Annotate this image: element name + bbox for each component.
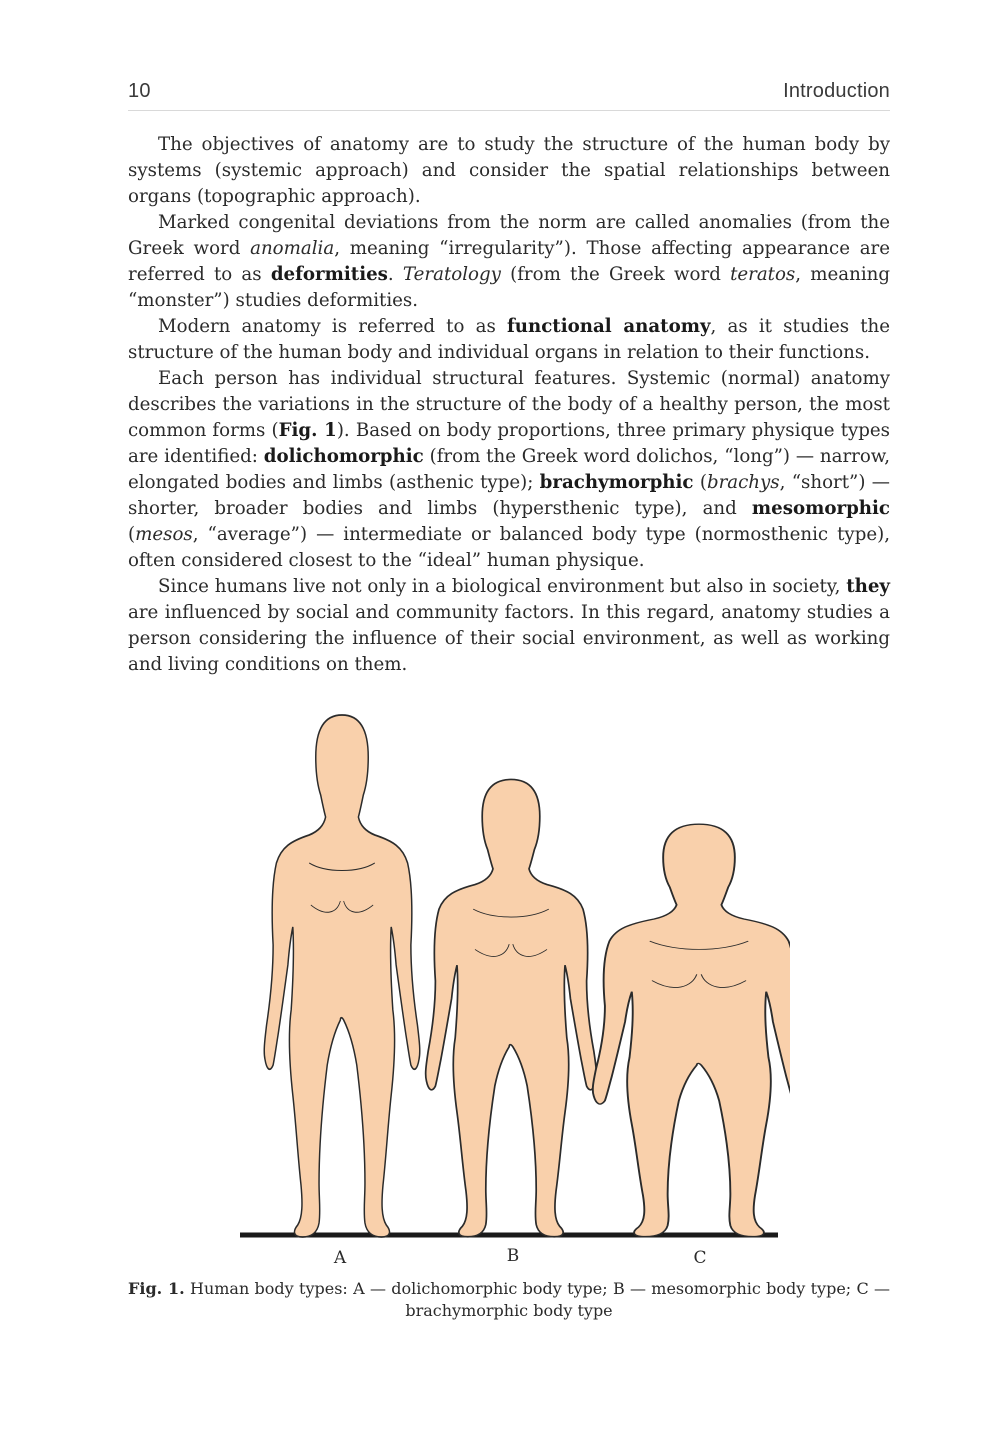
term-functional-anatomy: functional anatomy: [506, 316, 711, 337]
figure-b-mesomorphic: [426, 779, 597, 1236]
figure-label-b: B: [506, 1246, 520, 1266]
body-silhouette-c: [593, 824, 790, 1236]
figure-reference: Fig. 1: [278, 420, 337, 441]
running-title: Introduction: [783, 80, 890, 102]
body-silhouette-a: [264, 715, 420, 1237]
paragraph-social-environment: Since humans live not only in a biological environment but also in society, they are influenced by social and community factors. In this regard, anatomy studies a person considering the influence of their social environment, as well as working and living conditions on them.: [128, 576, 890, 675]
figure-body-types: [230, 700, 790, 1270]
term-teratos: teratos: [730, 264, 796, 285]
paragraph-objectives: The objectives of anatomy are to study the structure of the human body by systems (systemic approach) and consider the spatial relationships between organs (topographic approach).: [128, 134, 890, 207]
paragraph-functional-anatomy: Modern anatomy is referred to as functional anatomy, as it studies the structure of the human body and individual organs in relation to their functions.: [128, 316, 891, 363]
figure-label-c: C: [693, 1248, 707, 1268]
figure-a-dolichomorphic: [264, 715, 420, 1237]
term-they: they: [846, 576, 890, 597]
paragraph-anomalies: Marked congenital deviations from the norm are called anomalies (from the Greek word anomalia, meaning “irregularity”). Those affecting appearance are referred to as deformities. Teratology (from the Greek word teratos, meaning “monster”) studies deformities.: [128, 212, 890, 311]
figure-caption: [128, 1278, 890, 1322]
paragraph-body-types: Each person has individual structural features. Systemic (normal) anatomy describes the variations in the structure of the body of a healthy person, the most common forms (Fig. 1). Based on body proportions, three primary physique types are identified: dolichomorphic (from the Greek word dolichos, “long”) — narrow, elongated bodies and limbs (asthenic type); brachymorphic (brachys, “short”) — shorter, broader bodies and limbs (hypersthenic type), and mesomorphic (mesos, “average”) — intermediate or balanced body type (normosthenic type), often considered closest to the “ideal” human physique.: [128, 368, 891, 571]
caption-prefix: Fig. 1.: [128, 1279, 185, 1298]
term-anomalia: anomalia: [250, 238, 335, 259]
body-types-illustration: [230, 700, 790, 1270]
figure-label-a: A: [333, 1248, 347, 1268]
term-mesomorphic: mesomorphic: [751, 498, 890, 519]
page-number: 10: [128, 80, 151, 102]
caption-text: Human body types: A — dolichomorphic body type; B — mesomorphic body type; C — brachymorphic body type: [184, 1279, 891, 1320]
term-dolichomorphic: dolichomorphic: [263, 446, 424, 467]
figure-c-brachymorphic: [593, 824, 790, 1236]
body-silhouette-b: [426, 779, 597, 1236]
term-mesos: mesos: [135, 524, 193, 545]
page-header: [128, 80, 890, 111]
term-deformities: deformities: [270, 264, 388, 285]
term-brachys: brachys: [706, 472, 780, 493]
term-teratology: Teratology: [402, 264, 501, 285]
body-text: [128, 132, 890, 678]
term-brachymorphic: brachymorphic: [539, 472, 694, 493]
